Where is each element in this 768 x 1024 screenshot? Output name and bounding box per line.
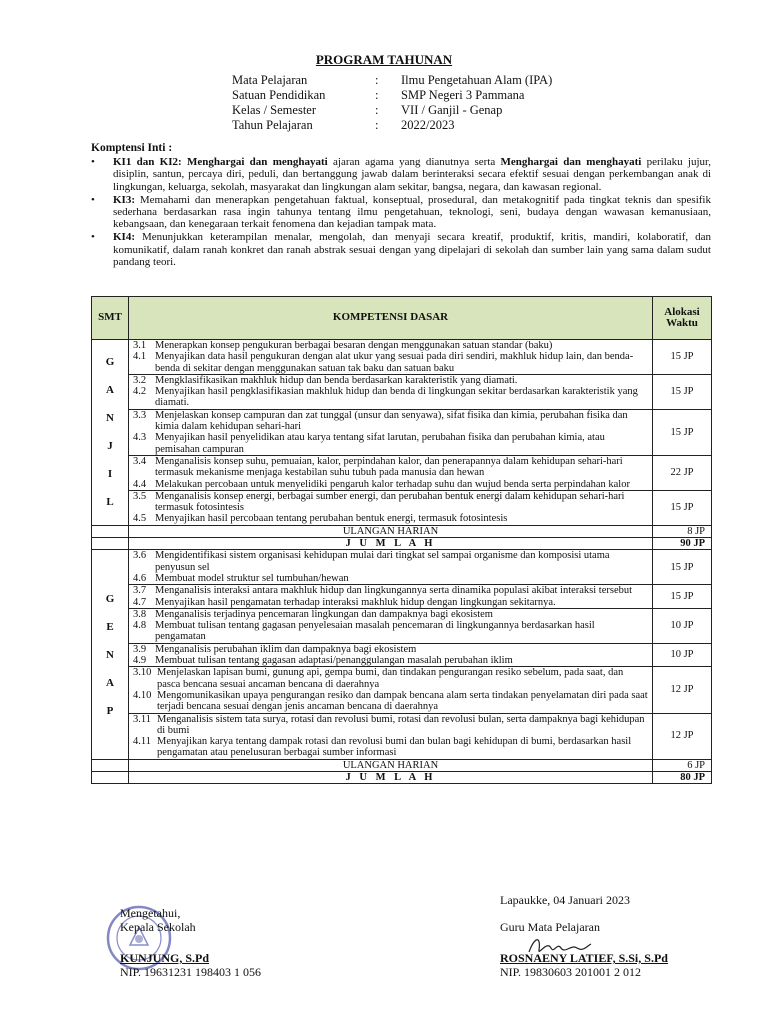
kd-number: 3.11: [133, 713, 151, 725]
kd-item: [133, 386, 648, 409]
kd-text: Menyajikan hasil pengklasifikasian makhluk hidup dan benda di lingkungan sekitar berdasarkan karakteristik yang diamati.: [155, 386, 638, 409]
kd-cell: [129, 667, 653, 713]
table-row: [92, 490, 712, 525]
kd-number: 3.10: [133, 667, 152, 679]
kd-cell: [129, 490, 653, 525]
jumlah-row-ganjil: [92, 538, 712, 550]
kd-item: [133, 585, 648, 596]
kd-cell: [129, 643, 653, 667]
kompetensi-inti-section: [91, 142, 711, 269]
semester-letter: N: [106, 648, 114, 661]
kd-cell: [129, 409, 653, 455]
table-row: [92, 608, 712, 643]
kd-text: Melakukan percobaan untuk menyelidiki pengaruh kalor terhadap suhu dan wujud benda serta perpindahan kalor: [155, 478, 630, 490]
jumlah-label: J U M L A H: [129, 771, 653, 783]
ki-text: perilaku jujur, disiplin, santun, percaya diri, peduli, dan bertanggung jawab dalam berinteraksi secara efektif sesuai dengan perkembangan anak di lingkungan, keluarga, sekolah, masyarakat dan lingkungan alam sekitar, bangsa, negara, dan kawasan regional.: [113, 156, 712, 193]
kd-item: [133, 655, 648, 666]
meta-row-subject: [232, 73, 552, 88]
table-row: [92, 455, 712, 490]
kd-item: [133, 620, 648, 643]
meta-label: Mata Pelajaran: [232, 73, 308, 87]
empty-cell: [92, 759, 129, 771]
semester-letter: I: [107, 468, 113, 481]
kd-text: Menyajikan hasil penyelidikan atau karya tentang sifat larutan, perubahan fisika dan perubahan kimia, atau pemisahan campuran: [155, 432, 605, 455]
kd-number: 4.6: [133, 572, 147, 584]
meta-colon: :: [375, 118, 379, 132]
empty-cell: [92, 771, 129, 783]
teacher-nip: NIP. 19830603 201001 2 012: [500, 965, 642, 979]
header-alokasi-line2: Waktu: [666, 317, 698, 329]
kd-item: [133, 513, 648, 524]
kd-number: 4.8: [133, 620, 147, 632]
kd-text: Menganalisis terjadinya pencemaran lingkungan dan dampaknya bagi ekosistem: [155, 608, 493, 620]
principal-nip: NIP. 19631231 198403 1 056: [120, 965, 262, 979]
ulangan-row-genap: [92, 759, 712, 771]
semester-letter: P: [106, 704, 114, 717]
kd-text: Mengklasifikasikan makhluk hidup dan benda berdasarkan karakteristik yang diamati.: [155, 374, 518, 386]
table-row: [92, 713, 712, 759]
alokasi-cell: 15 JP: [653, 409, 712, 455]
empty-cell: [92, 538, 129, 550]
kd-text: Membuat tulisan tentang gagasan adaptasi/penanggulangan masalah perubahan iklim: [155, 655, 513, 667]
semester-letter: A: [106, 676, 114, 689]
table-row: [92, 340, 712, 375]
kd-text: Membuat model struktur sel tumbuhan/hewan: [155, 572, 349, 584]
alokasi-cell: 12 JP: [653, 667, 712, 713]
kd-cell: [129, 340, 653, 375]
meta-label: Tahun Pelajaran: [232, 118, 313, 132]
kd-item: [133, 432, 648, 455]
kd-number: 3.5: [133, 490, 147, 502]
ki-item-3: [91, 194, 711, 231]
kd-number: 3.6: [133, 550, 147, 562]
kd-text: Menganalisis perubahan iklim dan dampaknya bagi ekosistem: [155, 643, 417, 655]
semester-letter: N: [106, 412, 114, 425]
table-header-row: [92, 297, 712, 340]
ki-item-1-2: [91, 156, 711, 193]
semester-letter: E: [106, 620, 114, 633]
place-date: Lapaukke, 04 Januari 2023: [500, 893, 630, 907]
kd-item: [133, 456, 648, 479]
kd-item: [133, 609, 648, 620]
jumlah-jp: 90 JP: [653, 538, 712, 550]
meta-value: 2022/2023: [401, 118, 455, 132]
kd-text: Menganalisis konsep energi, berbagai sumber energi, dan perubahan bentuk energi dalam kehidupan sehari-hari termasuk fotosintesis: [155, 490, 625, 514]
jumlah-row-genap: [92, 771, 712, 783]
kd-item: [133, 375, 648, 386]
kd-number: 4.7: [133, 596, 147, 608]
kd-text: Membuat tulisan tentang gagasan penyelesaian masalah pencemaran di lingkungannya berdasarkan hasil pengamatan: [155, 620, 595, 643]
ki-heading: Komptensi Inti :: [91, 142, 173, 154]
kd-cell: [129, 585, 653, 609]
ki-label: KI1 dan KI2:: [113, 156, 182, 169]
ki-label: KI4:: [113, 231, 135, 244]
left-line1: Mengetahui,: [120, 906, 181, 920]
kd-item: [133, 644, 648, 655]
right-title: Guru Mata Pelajaran: [500, 920, 600, 934]
kd-number: 3.4: [133, 455, 147, 467]
semester-letter: A: [106, 384, 114, 397]
meta-row-class: [232, 103, 552, 118]
kd-text: Menerapkan konsep pengukuran berbagai besaran dengan menggunakan satuan standar (baku): [155, 340, 553, 351]
semester-letter: G: [105, 592, 115, 605]
kd-number: 4.1: [133, 351, 147, 363]
kd-number: 3.9: [133, 643, 147, 655]
kd-number: 3.3: [133, 409, 147, 421]
kd-number: 4.4: [133, 478, 147, 490]
semester-letter: G: [105, 356, 115, 369]
kd-number: 4.5: [133, 513, 147, 525]
kd-text: Menganalisis interaksi antara makhluk hidup dan lingkungannya serta dinamika populasi akibat interaksi tersebut: [155, 585, 633, 597]
table-row: [92, 550, 712, 585]
ulangan-jp: 8 JP: [653, 525, 712, 537]
kd-text: Mengomunikasikan upaya pengurangan resiko dan dampak bencana alam serta tindakan penyelamatan diri pada saat terjadi bencana sesuai dengan jenis ancaman bencana di daerahnya: [157, 689, 648, 713]
semester-letter: J: [107, 440, 113, 453]
ulangan-label: ULANGAN HARIAN: [129, 759, 653, 771]
meta-row-school: [232, 88, 552, 103]
kd-cell: [129, 608, 653, 643]
header-alokasi-line1: Alokasi: [664, 305, 700, 318]
ki-emphasis: Menghargai dan menghayati: [186, 156, 328, 169]
header-kd: KOMPETENSI DASAR: [129, 297, 653, 340]
alokasi-cell: 15 JP: [653, 490, 712, 525]
ki-text: Menunjukkan keterampilan menalar, mengolah, dan menyaji secara kreatif, produktif, kritis, mandiri, kolaboratif, dan komunikatif, dalam ranah konkret dan ranah abstrak sesuai dengan yang dipelajari di sekolah dan sumber lain yang sama dalam sudut pandang teori.: [113, 231, 711, 268]
kd-number: 3.1: [133, 340, 147, 351]
bullet-icon: •: [91, 231, 95, 244]
kd-text: Menjelaskan konsep campuran dan zat tunggal (unsur dan senyawa), sifat fisika dan kimia, perubahan fisika dan kimia dalam kehidupan sehari-hari: [155, 409, 628, 433]
ki-text: Memahami dan menerapkan pengetahuan faktual, konseptual, prosedural, dan metakognitif pada tingkat teknis dan spesifik sederhana berdasarkan rasa ingin tahunya tentang ilmu pengetahuan, teknologi, seni, budaya dengan wawasan kemanusiaan, kebangsaan, dan kenegaraan terkait fenomena dan kejadian tampak mata.: [113, 193, 711, 231]
table-row: [92, 585, 712, 609]
meta-value: Ilmu Pengetahuan Alam (IPA): [401, 73, 553, 87]
table-row: [92, 409, 712, 455]
teacher-name: ROSNAENY LATIEF, S.Si, S.Pd: [500, 951, 668, 965]
semester-genap: [92, 550, 129, 759]
header-alokasi: [653, 297, 712, 340]
kd-text: Menyajikan hasil percobaan tentang perubahan bentuk energi, termasuk fotosintesis: [155, 513, 508, 525]
alokasi-cell: 15 JP: [653, 585, 712, 609]
kd-text: Mengidentifikasi sistem organisasi kehidupan mulai dari tingkat sel sampai organisme dan komposisi utama penyusun sel: [155, 550, 610, 573]
kd-number: 3.2: [133, 374, 147, 386]
ki-item-4: [91, 231, 711, 268]
kd-number: 4.2: [133, 386, 147, 398]
kd-number: 4.9: [133, 655, 147, 667]
kd-item: [133, 597, 648, 608]
kompetensi-dasar-table: [91, 296, 712, 784]
kd-item: [133, 690, 648, 713]
kd-text: Menjelaskan lapisan bumi, gunung api, gempa bumi, dan tindakan pengurangan resiko sebelum, pada saat, dan pasca bencana sesuai ancaman bencana di daerahnya: [157, 667, 624, 690]
kd-item: [133, 573, 648, 584]
kd-item: [133, 410, 648, 433]
kd-number: 3.7: [133, 585, 147, 597]
page-title: PROGRAM TAHUNAN: [315, 52, 453, 67]
table-row: [92, 667, 712, 713]
ki-emphasis: Menghargai dan menghayati: [500, 156, 642, 169]
document-meta: [232, 73, 552, 133]
kd-number: 4.11: [133, 736, 151, 748]
kd-cell: [129, 455, 653, 490]
alokasi-cell: 10 JP: [653, 643, 712, 667]
header-smt: SMT: [92, 297, 129, 340]
kd-text: Menyajikan karya tentang dampak rotasi dan revolusi bumi dan bulan bagi kehidupan di bumi, berdasarkan hasil pengamatan atau penelusuran berbagai sumber informasi: [157, 736, 632, 759]
ki-text: ajaran agama yang dianutnya serta: [327, 156, 501, 169]
alokasi-cell: 12 JP: [653, 713, 712, 759]
bullet-icon: •: [91, 193, 95, 206]
kd-item: [133, 714, 648, 737]
kd-item: [133, 491, 648, 514]
ulangan-jp: 6 JP: [653, 759, 712, 771]
kd-cell: [129, 374, 653, 409]
alokasi-cell: 15 JP: [653, 340, 712, 375]
kd-number: 3.8: [133, 608, 147, 620]
semester-ganjil: [92, 340, 129, 526]
left-line2: Kepala Sekolah: [120, 920, 196, 934]
kd-text: Menyajikan hasil pengamatan terhadap interaksi makhluk hidup dengan lingkungan sekitarnya.: [155, 596, 556, 608]
meta-colon: :: [375, 88, 379, 102]
meta-value: SMP Negeri 3 Pammana: [401, 88, 525, 102]
kd-item: [133, 340, 648, 351]
kd-cell: [129, 550, 653, 585]
kd-text: Menganalisis konsep suhu, pemuaian, kalor, perpindahan kalor, dan penerapannya dalam kehidupan sehari-hari termasuk mekanisme menjaga kestabilan suhu tubuh pada manusia dan hewan: [155, 455, 623, 479]
empty-cell: [92, 525, 129, 537]
alokasi-cell: 22 JP: [653, 455, 712, 490]
kd-number: 4.3: [133, 432, 147, 444]
table-row: [92, 643, 712, 667]
meta-colon: :: [375, 73, 379, 87]
meta-row-year: [232, 118, 552, 133]
meta-label: Kelas / Semester: [232, 103, 317, 117]
ulangan-row-ganjil: [92, 525, 712, 537]
ulangan-label: ULANGAN HARIAN: [129, 525, 653, 537]
alokasi-cell: 10 JP: [653, 608, 712, 643]
jumlah-label: J U M L A H: [129, 538, 653, 550]
kd-item: [133, 479, 648, 490]
kd-item: [133, 667, 648, 690]
alokasi-cell: 15 JP: [653, 550, 712, 585]
bullet-icon: •: [91, 156, 95, 169]
alokasi-cell: 15 JP: [653, 374, 712, 409]
table-row: [92, 374, 712, 409]
meta-value: VII / Ganjil - Genap: [401, 103, 503, 117]
kd-item: [133, 351, 648, 374]
kd-text: Menyajikan data hasil pengukuran dengan alat ukur yang sesuai pada diri sendiri, makhluk hidup lain, dan benda-benda di sekitar dengan menggunakan satuan tak baku dan satuan baku: [155, 351, 634, 374]
kd-item: [133, 736, 648, 759]
ki-label: KI3:: [113, 193, 135, 206]
semester-letter: L: [106, 496, 114, 509]
kd-cell: [129, 713, 653, 759]
kd-text: Menganalisis sistem tata surya, rotasi dan revolusi bumi, rotasi dan revolusi bulan, serta dampaknya bagi kehidupan di bumi: [157, 713, 645, 736]
principal-name: KUNJUNG, S.Pd: [120, 951, 210, 965]
meta-label: Satuan Pendidikan: [232, 88, 326, 102]
meta-colon: :: [375, 103, 379, 117]
jumlah-jp: 80 JP: [653, 771, 712, 783]
kd-number: 4.10: [133, 689, 152, 701]
kd-item: [133, 550, 648, 573]
